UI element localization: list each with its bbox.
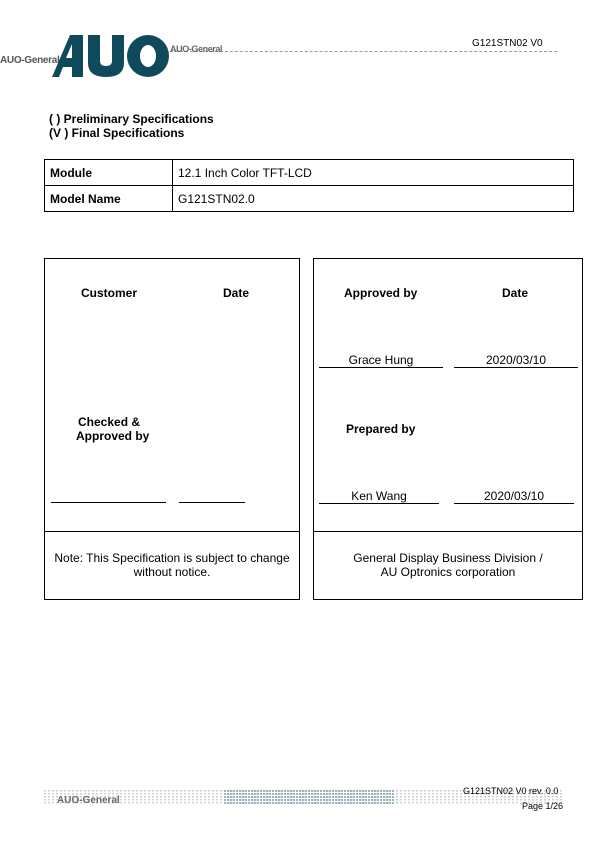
box-divider — [45, 531, 299, 532]
division-line-1: General Display Business Division / — [353, 551, 543, 565]
module-info-table — [44, 159, 574, 212]
footer-doc-revision: G121STN02 V0 rev. 0.0 — [463, 786, 559, 796]
module-label: Module — [45, 160, 173, 186]
approver-name: Grace Hung — [348, 353, 414, 367]
module-value: 12.1 Inch Color TFT-LCD — [173, 160, 574, 186]
approved-by-label: Approved by — [76, 429, 150, 443]
model-name-value: G121STN02.0 — [173, 186, 574, 212]
prepared-date-line — [454, 503, 574, 504]
note-line-2: without notice. — [133, 565, 211, 579]
approver-signature-line — [319, 367, 443, 368]
table-row — [45, 160, 574, 186]
note-line-1: Note: This Specification is subject to change — [54, 551, 290, 565]
customer-approval-box — [44, 258, 300, 600]
header-rule — [170, 51, 557, 52]
approved-date: 2020/03/10 — [485, 353, 547, 367]
footer-brand: AUO-General — [57, 795, 120, 806]
brand-label-right: AUO-General — [170, 44, 223, 54]
division-line-2: AU Optronics corporation — [380, 565, 516, 579]
auo-logo — [50, 33, 172, 77]
final-spec-label: (V ) Final Specifications — [49, 126, 185, 140]
document-code: G121STN02 V0 — [472, 38, 543, 49]
preliminary-spec-label: ( ) Preliminary Specifications — [49, 112, 214, 126]
checked-label: Checked & — [78, 415, 141, 429]
customer-date-line — [179, 502, 245, 503]
page-number: Page 1/26 — [522, 801, 564, 811]
table-row — [45, 186, 574, 212]
brand-label-left: AUO-General — [0, 55, 60, 66]
customer-label: Customer — [81, 286, 138, 300]
prepared-date: 2020/03/10 — [483, 489, 545, 503]
auo-approval-box — [313, 258, 583, 600]
model-name-label: Model Name — [45, 186, 173, 212]
prepared-by-heading: Prepared by — [346, 422, 416, 436]
customer-date-label: Date — [223, 286, 250, 300]
approved-date-line — [454, 367, 578, 368]
preparer-name: Ken Wang — [351, 489, 407, 503]
approval-date-heading: Date — [502, 286, 529, 300]
box-divider — [314, 531, 582, 532]
preparer-signature-line — [319, 503, 439, 504]
approved-by-heading: Approved by — [344, 286, 418, 300]
customer-signature-line — [51, 502, 166, 503]
